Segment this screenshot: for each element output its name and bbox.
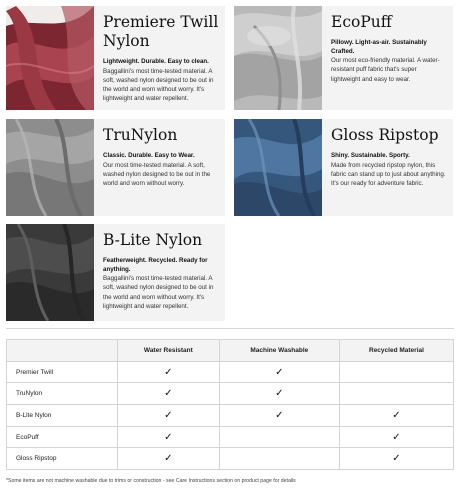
checkmark-icon: ✓ — [118, 383, 220, 405]
material-card-ecopuff — [234, 6, 453, 110]
material-card-trunylon — [6, 119, 225, 216]
empty-cell — [339, 361, 453, 383]
table-row — [7, 448, 454, 470]
material-card-b-lite-nylon — [6, 224, 225, 321]
card-tagline: Lightweight. Durable. Easy to clean. — [103, 58, 209, 65]
table-row — [7, 383, 454, 405]
column-header: Recycled Material — [339, 340, 453, 362]
column-header: Machine Washable — [219, 340, 339, 362]
table-row — [7, 426, 454, 448]
footnote: *Some items are not machine washable due to trims or construction - see Care Instructions section on product page for details — [6, 478, 296, 484]
column-header: Water Resistant — [118, 340, 220, 362]
table-header-row — [7, 340, 454, 362]
card-title: EcoPuff — [331, 13, 392, 31]
card-description: Our most eco-friendly material. A water-resistant puff fabric that's super lightweight and easy to wear. — [331, 57, 440, 83]
comparison-table — [6, 339, 454, 470]
row-label: TruNylon — [7, 383, 118, 405]
row-label: EcoPuff — [7, 426, 118, 448]
checkmark-icon: ✓ — [339, 405, 453, 427]
empty-cell — [219, 426, 339, 448]
row-label: B-Lite Nylon — [7, 405, 118, 427]
card-tagline: Shiny. Sustainable. Sporty. — [331, 152, 410, 159]
card-description: Baggallini's most time-tested material. A soft, washed nylon designed to be out in the world and worn without worry. It's lightweight and water repellent. — [103, 67, 214, 103]
material-card-gloss-ripstop — [234, 119, 453, 216]
empty-cell — [219, 448, 339, 470]
fabric-swatch-image — [6, 6, 94, 110]
empty-cell — [339, 383, 453, 405]
fabric-swatch-image — [6, 119, 94, 216]
table-row — [7, 405, 454, 427]
checkmark-icon: ✓ — [118, 361, 220, 383]
card-description: Baggallini's most time-tested material. A soft, washed nylon designed to be out in the world and worn without worry. It's lightweight and water repellent. — [103, 275, 214, 310]
row-label: Gloss Ripstop — [7, 448, 118, 470]
table-corner-cell — [7, 340, 118, 362]
section-divider — [6, 328, 454, 329]
checkmark-icon: ✓ — [118, 448, 220, 470]
card-title: Premiere Twill — [103, 13, 219, 31]
card-title-line2: Nylon — [103, 32, 150, 50]
card-title: TruNylon — [103, 126, 178, 144]
card-description: Our most time-tested material. A soft, washed nylon designed to be out in the world and worn without worry. — [103, 161, 211, 188]
material-card-premiere-twill — [6, 6, 225, 110]
table-row — [7, 361, 454, 383]
card-tagline: Featherweight. Recycled. Ready for anything. — [103, 257, 208, 273]
row-label: Premier Twill — [7, 361, 118, 383]
fabric-swatch-image — [234, 6, 322, 110]
fabric-swatch-image — [6, 224, 94, 321]
checkmark-icon: ✓ — [339, 426, 453, 448]
card-tagline: Classic. Durable. Easy to Wear. — [103, 152, 195, 159]
card-tagline: Pillowy. Light-as-air. Sustainably Crafted. — [331, 39, 427, 55]
checkmark-icon: ✓ — [219, 405, 339, 427]
card-title: B-Lite Nylon — [103, 231, 203, 249]
checkmark-icon: ✓ — [339, 448, 453, 470]
checkmark-icon: ✓ — [118, 405, 220, 427]
fabric-swatch-image — [234, 119, 322, 216]
checkmark-icon: ✓ — [118, 426, 220, 448]
checkmark-icon: ✓ — [219, 383, 339, 405]
card-title: Gloss Ripstop — [331, 126, 439, 144]
card-description: Made from recycled ripstop nylon, this fabric can stand up to just about anything. It's our ready for adventure fabric. — [331, 161, 446, 188]
checkmark-icon: ✓ — [219, 361, 339, 383]
